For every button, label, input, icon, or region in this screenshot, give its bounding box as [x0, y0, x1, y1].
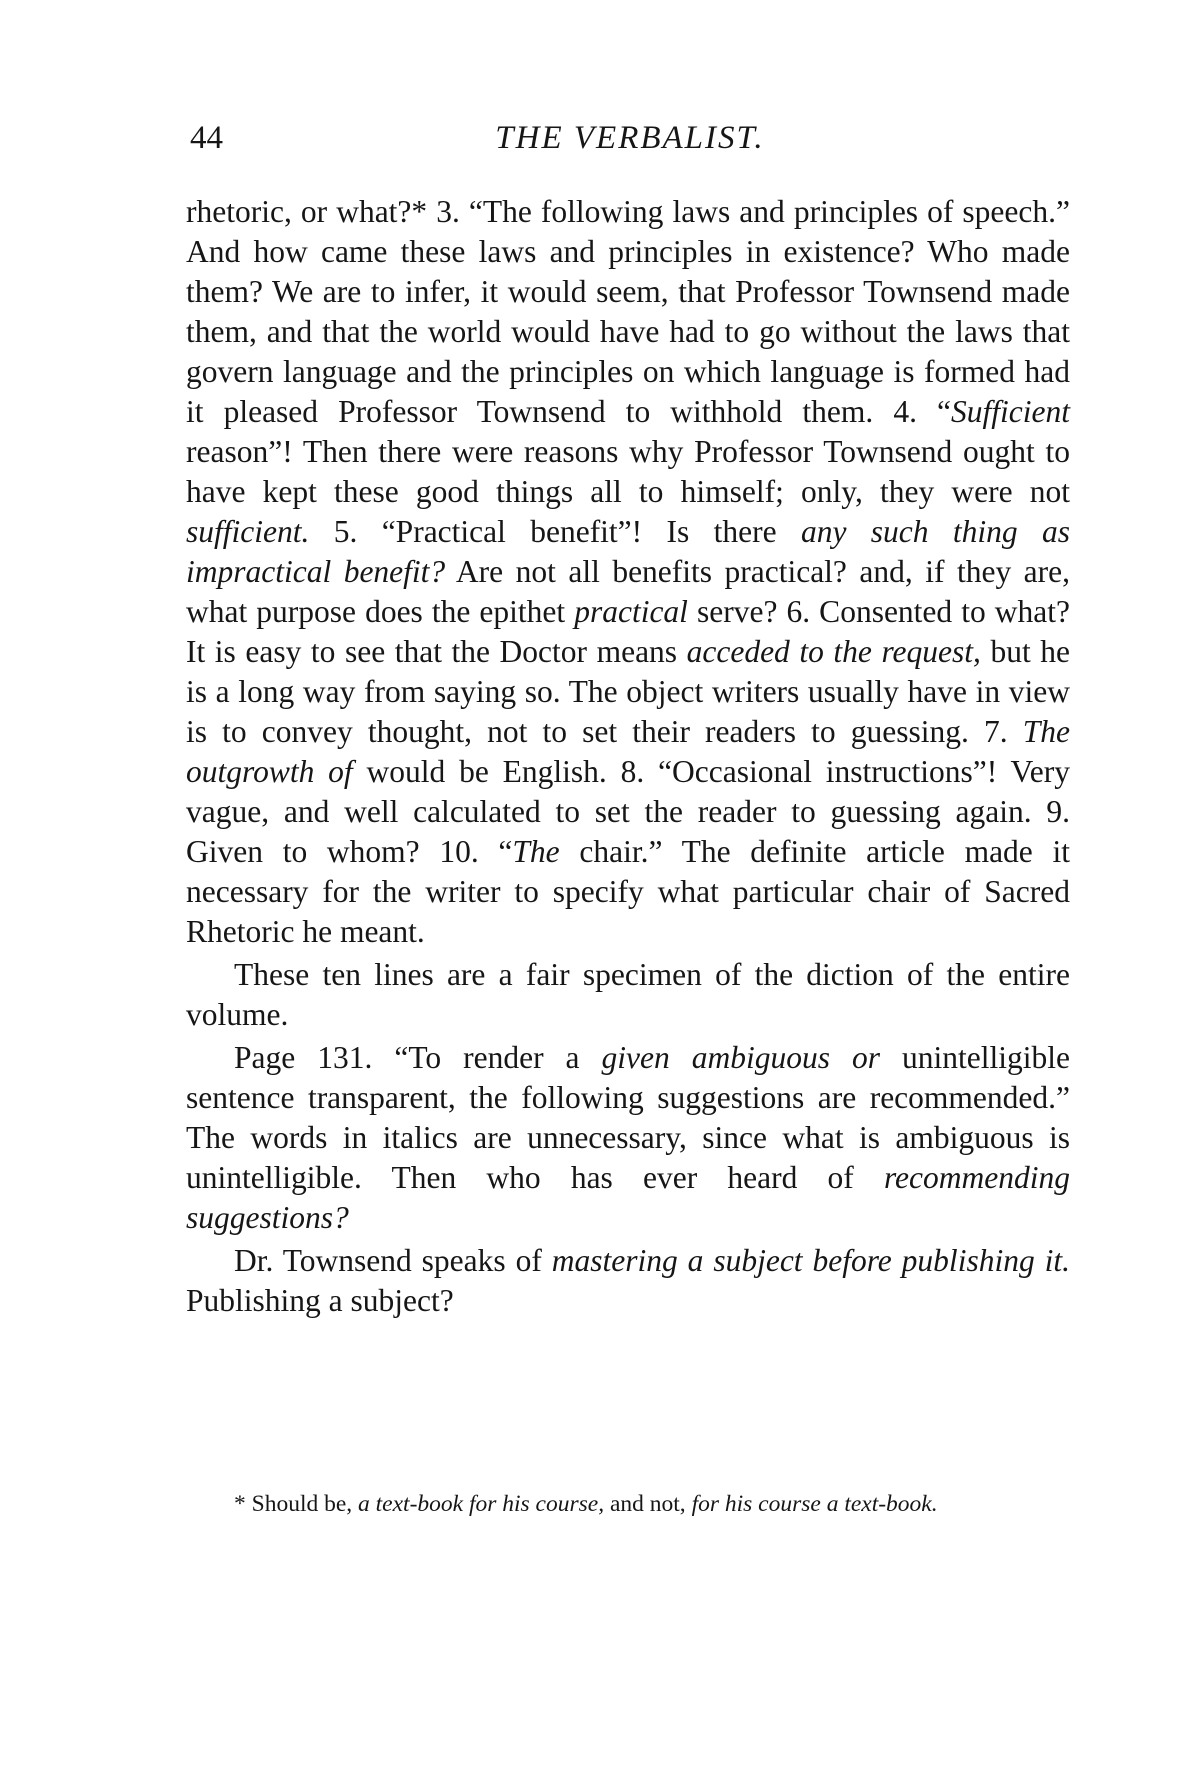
italic-run: given ambiguous or [601, 1040, 881, 1075]
italic-run: acceded to the request, [686, 634, 981, 669]
italic-run: The [512, 834, 560, 869]
italic-run: sufficient. [186, 514, 310, 549]
paragraph-1 [186, 192, 1070, 952]
text-run: would be English. 8. “Occasional instructions”! Very vague, and well calculated to set the reader to guessing again. 9. Given to whom? 10. “ [186, 754, 1070, 869]
text-run: chair.” The definite article made it necessary for the writer to specify what particular chair of Sacred Rhetoric he meant. [186, 834, 1070, 949]
text-run: serve? 6. Consented to what? It is easy to see that the Doctor means [186, 594, 1070, 669]
italic-run: a text-book for his course, [358, 1491, 605, 1517]
paragraph-3 [186, 1038, 1070, 1238]
italic-run: any such thing as impractical benefit? [186, 514, 1070, 589]
running-title: THE VERBALIST. [495, 120, 765, 156]
italic-run: recommending suggestions? [186, 1160, 1070, 1235]
running-head [190, 118, 1070, 158]
text-run: reason”! Then there were reasons why Professor Townsend ought to have kept these good things all to himself; only, they were not [186, 434, 1070, 509]
text-run: rhetoric, or what?* 3. “The following laws and principles of speech.” And how came these laws and principles in existence? Who made them? We are to infer, it would seem, that Professor Townsend made them, and that the world would have had to go without the laws that govern language and the principles on which language is formed had it pleased Professor Townsend to withhold them. 4. “ [186, 194, 1070, 429]
paragraph-4 [186, 1241, 1070, 1321]
italic-run: practical [574, 594, 688, 629]
text-run: Publishing a subject? [186, 1283, 454, 1318]
text-run: * Should be, [234, 1491, 359, 1517]
text-run: unintelligible sentence transparent, the following suggestions are recommended.” The words in italics are unnecessary, since what is ambiguous is unintelligible. Then who has ever heard of [186, 1040, 1071, 1195]
footnote [186, 1490, 1070, 1519]
body-text [186, 192, 1070, 1321]
italic-run: mastering a subject before publishing it. [551, 1243, 1070, 1278]
italic-run: for his course a text-book. [691, 1491, 938, 1517]
text-run: Page 131. “To render a [234, 1040, 602, 1075]
text-run: but he is a long way from saying so. The object writers usually have in view is to convey thought, not to set their readers to guessing. 7. [186, 634, 1071, 749]
paragraph-2: These ten lines are a fair specimen of the diction of the entire volume. [186, 957, 1070, 1032]
text-run: 5. “Practical benefit”! Is there [309, 514, 801, 549]
page-number: 44 [190, 120, 223, 156]
italic-run: The outgrowth of [186, 714, 1070, 789]
text-run: Are not all benefits practical? and, if they are, what purpose does the epithet [186, 554, 1070, 629]
text-run: Dr. Townsend speaks of [234, 1243, 552, 1278]
italic-run: Sufficient [951, 394, 1070, 429]
text-run: and not, [604, 1491, 692, 1517]
